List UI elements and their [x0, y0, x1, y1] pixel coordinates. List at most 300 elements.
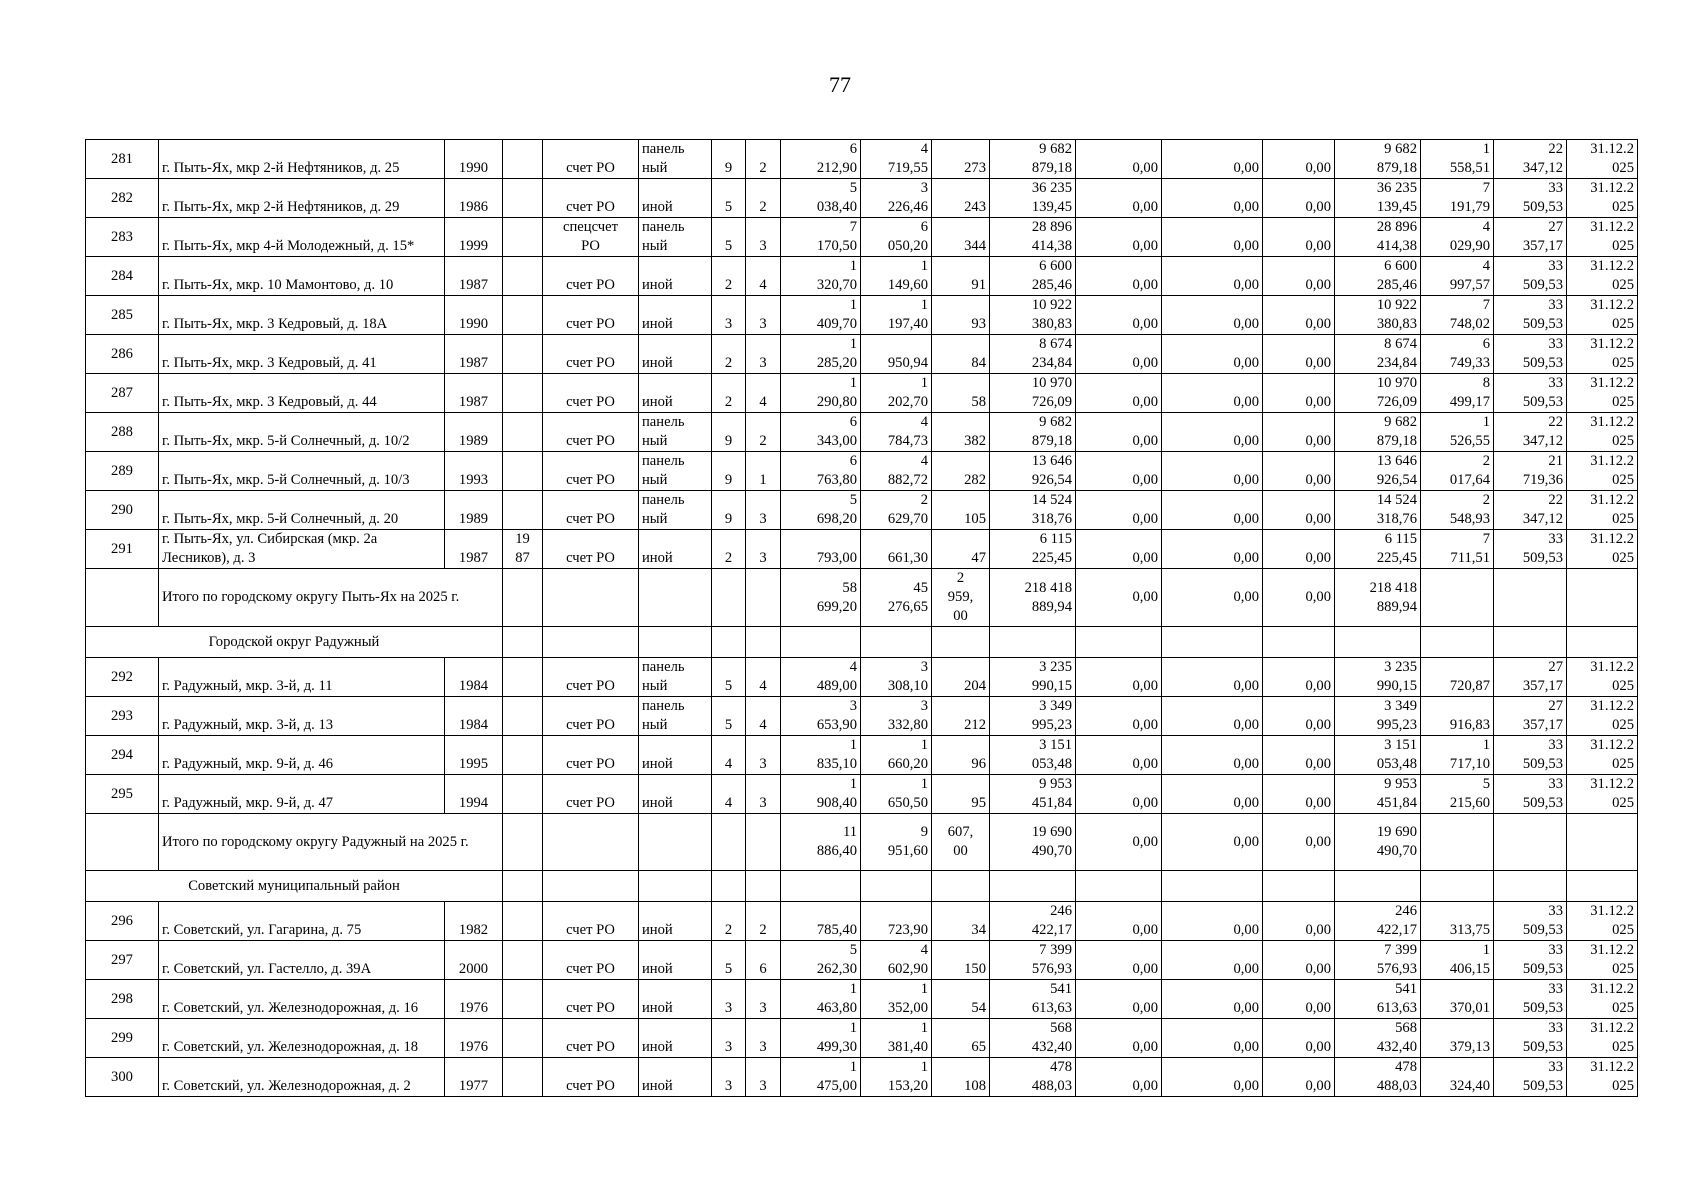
empty-cell [639, 627, 712, 658]
address-cell: г. Пыть-Ях, мкр. 3 Кедровый, д. 18А [159, 296, 445, 335]
cost-total-cell: 3 235 990,15 [990, 658, 1076, 697]
year-cell: 1989 [445, 413, 503, 452]
floors-cell: 9 [712, 413, 746, 452]
funding-1-cell: 0,00 [1076, 980, 1162, 1019]
floors-cell: 3 [712, 296, 746, 335]
floors-cell: 5 [712, 658, 746, 697]
limit-cost-cell: 27 357,17 [1494, 218, 1567, 257]
fund-cell: счет РО [543, 697, 639, 736]
year-alt-cell [503, 335, 543, 374]
funding-3-cell: 0,00 [1263, 1019, 1335, 1058]
year-alt-cell: 19 87 [503, 530, 543, 569]
limit-cost-cell: 21 719,36 [1494, 452, 1567, 491]
empty-cell [1567, 627, 1638, 658]
unit-cost-cell: 7 748,02 [1421, 296, 1494, 335]
unit-cost-cell: 1 558,51 [1421, 140, 1494, 179]
funding-1-cell: 0,00 [1076, 257, 1162, 296]
cost-total-cell: 6 115 225,45 [990, 530, 1076, 569]
funding-1-cell: 0,00 [1076, 296, 1162, 335]
funding-2-cell: 0,00 [1162, 1019, 1263, 1058]
funding-2-cell: 0,00 [1162, 179, 1263, 218]
residents-cell: 243 [932, 179, 990, 218]
area-total-cell: 4 489,00 [781, 658, 861, 697]
empty-cell [543, 814, 639, 871]
empty-cell [1263, 627, 1335, 658]
funding-3-cell: 0,00 [1263, 697, 1335, 736]
completion-date-cell: 31.12.2 025 [1567, 775, 1638, 814]
area-total-cell: 1 835,10 [781, 736, 861, 775]
funding-2-cell: 0,00 [1162, 736, 1263, 775]
residents-cell: 204 [932, 658, 990, 697]
funding-2-cell: 0,00 [1162, 941, 1263, 980]
completion-date-cell: 31.12.2 025 [1567, 140, 1638, 179]
row-number: 287 [86, 374, 159, 413]
limit-cost-cell: 27 357,17 [1494, 697, 1567, 736]
completion-date-cell: 31.12.2 025 [1567, 1058, 1638, 1097]
total-cost: 218 418 889,94 [990, 569, 1076, 627]
funding-3-cell: 0,00 [1263, 530, 1335, 569]
year-cell: 1994 [445, 775, 503, 814]
total-area-total: 11 886,40 [781, 814, 861, 871]
funding-2-cell: 0,00 [1162, 980, 1263, 1019]
area-living-cell: 1 650,50 [861, 775, 932, 814]
funding-1-cell: 0,00 [1076, 736, 1162, 775]
area-living-cell: 1 381,40 [861, 1019, 932, 1058]
cost-total-cell: 9 682 879,18 [990, 140, 1076, 179]
fund-cell: счет РО [543, 179, 639, 218]
empty-cell [1162, 627, 1263, 658]
funding-1-cell: 0,00 [1076, 697, 1162, 736]
empty-cell [932, 871, 990, 902]
fund-cell: счет РО [543, 374, 639, 413]
funding-4-cell: 541 613,63 [1335, 980, 1421, 1019]
area-living-cell: 1 352,00 [861, 980, 932, 1019]
row-number: 296 [86, 902, 159, 941]
fund-cell: счет РО [543, 491, 639, 530]
funding-3-cell: 0,00 [1263, 296, 1335, 335]
fund-cell: счет РО [543, 902, 639, 941]
table-row [86, 413, 1638, 452]
total-area-living: 45 276,65 [861, 569, 932, 627]
address-cell: г. Пыть-Ях, мкр. 10 Мамонтово, д. 10 [159, 257, 445, 296]
limit-cost-cell: 22 347,12 [1494, 491, 1567, 530]
area-total-cell: 1 285,20 [781, 335, 861, 374]
funding-4-cell: 3 349 995,23 [1335, 697, 1421, 736]
total-area-total: 58 699,20 [781, 569, 861, 627]
funding-2-cell: 0,00 [1162, 257, 1263, 296]
residents-cell: 47 [932, 530, 990, 569]
limit-cost-cell: 22 347,12 [1494, 413, 1567, 452]
fund-cell: счет РО [543, 736, 639, 775]
year-cell: 1976 [445, 980, 503, 1019]
floors-cell: 4 [712, 775, 746, 814]
area-total-cell: 1 475,00 [781, 1058, 861, 1097]
area-total-cell: 1 290,80 [781, 374, 861, 413]
material-cell: иной [639, 902, 712, 941]
funding-2-cell: 0,00 [1162, 296, 1263, 335]
address-cell: г. Пыть-Ях, мкр 2-й Нефтяников, д. 25 [159, 140, 445, 179]
row-number: 291 [86, 530, 159, 569]
limit-cost-cell: 33 509,53 [1494, 1058, 1567, 1097]
cost-total-cell: 478 488,03 [990, 1058, 1076, 1097]
empty-cell [639, 871, 712, 902]
funding-3-cell: 0,00 [1263, 491, 1335, 530]
empty-cell [543, 627, 639, 658]
material-cell: панель ный [639, 658, 712, 697]
unit-cost-cell: 1 717,10 [1421, 736, 1494, 775]
funding-2-cell: 0,00 [1162, 218, 1263, 257]
funding-4-cell: 14 524 318,76 [1335, 491, 1421, 530]
limit-cost-cell: 33 509,53 [1494, 736, 1567, 775]
floors-cell: 2 [712, 335, 746, 374]
row-number: 292 [86, 658, 159, 697]
empty-cell [990, 627, 1076, 658]
material-cell: панель ный [639, 140, 712, 179]
empty-cell [712, 627, 746, 658]
area-living-cell: 6 050,20 [861, 218, 932, 257]
address-cell: г. Советский, ул. Гагарина, д. 75 [159, 902, 445, 941]
area-living-cell: 3 308,10 [861, 658, 932, 697]
address-cell: г. Пыть-Ях, ул. Сибирская (мкр. 2а Лесников), д. 3 [159, 530, 445, 569]
residents-cell: 93 [932, 296, 990, 335]
area-total-cell: 3 653,90 [781, 697, 861, 736]
fund-cell: счет РО [543, 452, 639, 491]
address-cell: г. Радужный, мкр. 3-й, д. 13 [159, 697, 445, 736]
funding-2-cell: 0,00 [1162, 452, 1263, 491]
empty-cell [932, 627, 990, 658]
address-cell: г. Пыть-Ях, мкр. 3 Кедровый, д. 44 [159, 374, 445, 413]
year-alt-cell [503, 452, 543, 491]
row-number: 299 [86, 1019, 159, 1058]
floors-cell: 3 [712, 1058, 746, 1097]
year-cell: 1984 [445, 697, 503, 736]
row-number: 298 [86, 980, 159, 1019]
area-living-cell: 3 226,46 [861, 179, 932, 218]
year-cell: 1977 [445, 1058, 503, 1097]
year-alt-cell [503, 1058, 543, 1097]
row-number: 289 [86, 452, 159, 491]
unit-cost-cell: 7 711,51 [1421, 530, 1494, 569]
funding-2-cell: 0,00 [1162, 413, 1263, 452]
residents-cell: 212 [932, 697, 990, 736]
table-row [86, 775, 1638, 814]
year-cell: 1987 [445, 257, 503, 296]
funding-3-cell: 0,00 [1263, 140, 1335, 179]
total-residents: 2 959, 00 [932, 569, 990, 627]
entrances-cell: 3 [746, 736, 781, 775]
unit-cost-cell: 2 548,93 [1421, 491, 1494, 530]
funding-3-cell: 0,00 [1263, 452, 1335, 491]
entrances-cell: 4 [746, 257, 781, 296]
empty-cell [990, 871, 1076, 902]
table-row [86, 658, 1638, 697]
fund-cell: счет РО [543, 775, 639, 814]
address-cell: г. Советский, ул. Железнодорожная, д. 16 [159, 980, 445, 1019]
floors-cell: 9 [712, 140, 746, 179]
year-alt-cell [503, 218, 543, 257]
total-label: Итого по городскому округу Пыть-Ях на 2025 г. [159, 569, 503, 627]
area-living-cell: 661,30 [861, 530, 932, 569]
row-number: 294 [86, 736, 159, 775]
empty-cell [712, 814, 746, 871]
fund-cell: счет РО [543, 140, 639, 179]
floors-cell: 3 [712, 980, 746, 1019]
funding-1-cell: 0,00 [1076, 179, 1162, 218]
address-cell: г. Радужный, мкр. 9-й, д. 47 [159, 775, 445, 814]
funding-1-cell: 0,00 [1076, 140, 1162, 179]
area-living-cell: 1 149,60 [861, 257, 932, 296]
entrances-cell: 6 [746, 941, 781, 980]
completion-date-cell: 31.12.2 025 [1567, 374, 1638, 413]
entrances-cell: 2 [746, 902, 781, 941]
table-row [86, 491, 1638, 530]
page-number: 77 [829, 72, 851, 97]
empty-cell [746, 871, 781, 902]
table-row [86, 941, 1638, 980]
entrances-cell: 2 [746, 179, 781, 218]
floors-cell: 2 [712, 902, 746, 941]
funding-3-cell: 0,00 [1263, 413, 1335, 452]
area-living-cell: 950,94 [861, 335, 932, 374]
total-spacer [86, 569, 159, 627]
limit-cost-cell: 33 509,53 [1494, 980, 1567, 1019]
unit-cost-cell: 1 406,15 [1421, 941, 1494, 980]
limit-cost-cell: 33 509,53 [1494, 1019, 1567, 1058]
completion-date-cell: 31.12.2 025 [1567, 413, 1638, 452]
empty-cell [1567, 569, 1638, 627]
entrances-cell: 4 [746, 697, 781, 736]
area-total-cell: 793,00 [781, 530, 861, 569]
material-cell: иной [639, 980, 712, 1019]
funding-4-cell: 6 115 225,45 [1335, 530, 1421, 569]
fund-cell: спецсчет РО [543, 218, 639, 257]
limit-cost-cell: 22 347,12 [1494, 140, 1567, 179]
year-alt-cell [503, 941, 543, 980]
area-total-cell: 785,40 [781, 902, 861, 941]
funding-1-cell: 0,00 [1076, 941, 1162, 980]
limit-cost-cell: 33 509,53 [1494, 179, 1567, 218]
funding-2-cell: 0,00 [1162, 374, 1263, 413]
funding-4-cell: 8 674 234,84 [1335, 335, 1421, 374]
fund-cell: счет РО [543, 980, 639, 1019]
empty-cell [1494, 814, 1567, 871]
empty-cell [639, 814, 712, 871]
year-cell: 1976 [445, 1019, 503, 1058]
table-row [86, 902, 1638, 941]
year-alt-cell [503, 658, 543, 697]
year-alt-cell [503, 736, 543, 775]
entrances-cell: 3 [746, 335, 781, 374]
funding-4-cell: 7 399 576,93 [1335, 941, 1421, 980]
total-cost: 19 690 490,70 [990, 814, 1076, 871]
residents-cell: 95 [932, 775, 990, 814]
fund-cell: счет РО [543, 941, 639, 980]
funding-3-cell: 0,00 [1263, 1058, 1335, 1097]
residents-cell: 344 [932, 218, 990, 257]
limit-cost-cell: 27 357,17 [1494, 658, 1567, 697]
area-total-cell: 1 499,30 [781, 1019, 861, 1058]
residents-cell: 108 [932, 1058, 990, 1097]
empty-cell [503, 871, 543, 902]
empty-cell [746, 569, 781, 627]
fund-cell: счет РО [543, 1019, 639, 1058]
funding-1-cell: 0,00 [1076, 218, 1162, 257]
area-living-cell: 2 629,70 [861, 491, 932, 530]
fund-cell: счет РО [543, 335, 639, 374]
year-alt-cell [503, 296, 543, 335]
funding-1-cell: 0,00 [1076, 1058, 1162, 1097]
residents-cell: 96 [932, 736, 990, 775]
table-row [86, 179, 1638, 218]
material-cell: панель ный [639, 218, 712, 257]
empty-cell [1567, 814, 1638, 871]
table-row [86, 697, 1638, 736]
total-funding-2: 0,00 [1162, 569, 1263, 627]
year-cell: 1982 [445, 902, 503, 941]
section-title: Советский муниципальный район [86, 871, 503, 902]
funding-2-cell: 0,00 [1162, 140, 1263, 179]
year-cell: 1999 [445, 218, 503, 257]
funding-3-cell: 0,00 [1263, 257, 1335, 296]
total-funding-3: 0,00 [1263, 814, 1335, 871]
year-cell: 1990 [445, 296, 503, 335]
completion-date-cell: 31.12.2 025 [1567, 257, 1638, 296]
limit-cost-cell: 33 509,53 [1494, 257, 1567, 296]
cost-total-cell: 10 922 380,83 [990, 296, 1076, 335]
floors-cell: 5 [712, 941, 746, 980]
entrances-cell: 3 [746, 1058, 781, 1097]
unit-cost-cell: 5 215,60 [1421, 775, 1494, 814]
total-row [86, 814, 1638, 871]
material-cell: панель ный [639, 491, 712, 530]
funding-4-cell: 13 646 926,54 [1335, 452, 1421, 491]
area-living-cell: 1 660,20 [861, 736, 932, 775]
total-funding-3: 0,00 [1263, 569, 1335, 627]
funding-1-cell: 0,00 [1076, 658, 1162, 697]
residents-cell: 91 [932, 257, 990, 296]
cost-total-cell: 3 151 053,48 [990, 736, 1076, 775]
year-cell: 1986 [445, 179, 503, 218]
limit-cost-cell: 33 509,53 [1494, 374, 1567, 413]
entrances-cell: 3 [746, 980, 781, 1019]
funding-2-cell: 0,00 [1162, 491, 1263, 530]
address-cell: г. Пыть-Ях, мкр. 3 Кедровый, д. 41 [159, 335, 445, 374]
empty-cell [712, 569, 746, 627]
address-cell: г. Пыть-Ях, мкр 2-й Нефтяников, д. 29 [159, 179, 445, 218]
cost-total-cell: 568 432,40 [990, 1019, 1076, 1058]
completion-date-cell: 31.12.2 025 [1567, 941, 1638, 980]
empty-cell [1263, 871, 1335, 902]
funding-1-cell: 0,00 [1076, 530, 1162, 569]
cost-total-cell: 6 600 285,46 [990, 257, 1076, 296]
total-label: Итого по городскому округу Радужный на 2025 г. [159, 814, 503, 871]
year-alt-cell [503, 257, 543, 296]
year-cell: 1987 [445, 530, 503, 569]
cost-total-cell: 14 524 318,76 [990, 491, 1076, 530]
funding-3-cell: 0,00 [1263, 980, 1335, 1019]
funding-3-cell: 0,00 [1263, 218, 1335, 257]
funding-2-cell: 0,00 [1162, 335, 1263, 374]
funding-3-cell: 0,00 [1263, 179, 1335, 218]
completion-date-cell: 31.12.2 025 [1567, 179, 1638, 218]
funding-2-cell: 0,00 [1162, 658, 1263, 697]
year-cell: 1987 [445, 335, 503, 374]
empty-cell [1076, 627, 1162, 658]
fund-cell: счет РО [543, 257, 639, 296]
unit-cost-cell: 4 029,90 [1421, 218, 1494, 257]
cost-total-cell: 8 674 234,84 [990, 335, 1076, 374]
area-total-cell: 1 908,40 [781, 775, 861, 814]
residents-cell: 34 [932, 902, 990, 941]
empty-cell [1335, 627, 1421, 658]
funding-1-cell: 0,00 [1076, 775, 1162, 814]
empty-cell [781, 627, 861, 658]
cost-total-cell: 7 399 576,93 [990, 941, 1076, 980]
table-row [86, 530, 1638, 569]
area-living-cell: 1 153,20 [861, 1058, 932, 1097]
row-number: 300 [86, 1058, 159, 1097]
floors-cell: 2 [712, 374, 746, 413]
residents-cell: 65 [932, 1019, 990, 1058]
entrances-cell: 3 [746, 775, 781, 814]
funding-3-cell: 0,00 [1263, 775, 1335, 814]
empty-cell [503, 814, 543, 871]
empty-cell [503, 569, 543, 627]
table-row [86, 1058, 1638, 1097]
empty-cell [503, 627, 543, 658]
area-living-cell: 1 202,70 [861, 374, 932, 413]
year-cell: 1993 [445, 452, 503, 491]
row-number: 290 [86, 491, 159, 530]
area-living-cell: 4 882,72 [861, 452, 932, 491]
empty-cell [746, 814, 781, 871]
area-living-cell: 3 332,80 [861, 697, 932, 736]
table-row [86, 1019, 1638, 1058]
area-total-cell: 1 463,80 [781, 980, 861, 1019]
table-row [86, 374, 1638, 413]
empty-cell [1494, 627, 1567, 658]
unit-cost-cell: 2 017,64 [1421, 452, 1494, 491]
empty-cell [1421, 871, 1494, 902]
funding-4-cell: 28 896 414,38 [1335, 218, 1421, 257]
cost-total-cell: 9 682 879,18 [990, 413, 1076, 452]
year-alt-cell [503, 413, 543, 452]
unit-cost-cell: 4 997,57 [1421, 257, 1494, 296]
fund-cell: счет РО [543, 658, 639, 697]
floors-cell: 5 [712, 179, 746, 218]
material-cell: иной [639, 335, 712, 374]
material-cell: иной [639, 530, 712, 569]
funding-3-cell: 0,00 [1263, 941, 1335, 980]
limit-cost-cell: 33 509,53 [1494, 530, 1567, 569]
limit-cost-cell: 33 509,53 [1494, 775, 1567, 814]
empty-cell [1421, 627, 1494, 658]
area-total-cell: 7 170,50 [781, 218, 861, 257]
entrances-cell: 3 [746, 218, 781, 257]
cost-total-cell: 13 646 926,54 [990, 452, 1076, 491]
year-cell: 1989 [445, 491, 503, 530]
funding-4-cell: 3 235 990,15 [1335, 658, 1421, 697]
residents-cell: 273 [932, 140, 990, 179]
material-cell: иной [639, 296, 712, 335]
year-cell: 1984 [445, 658, 503, 697]
funding-3-cell: 0,00 [1263, 658, 1335, 697]
address-cell: г. Пыть-Ях, мкр. 5-й Солнечный, д. 10/2 [159, 413, 445, 452]
empty-cell [861, 871, 932, 902]
address-cell: г. Радужный, мкр. 3-й, д. 11 [159, 658, 445, 697]
year-alt-cell [503, 374, 543, 413]
funding-1-cell: 0,00 [1076, 1019, 1162, 1058]
